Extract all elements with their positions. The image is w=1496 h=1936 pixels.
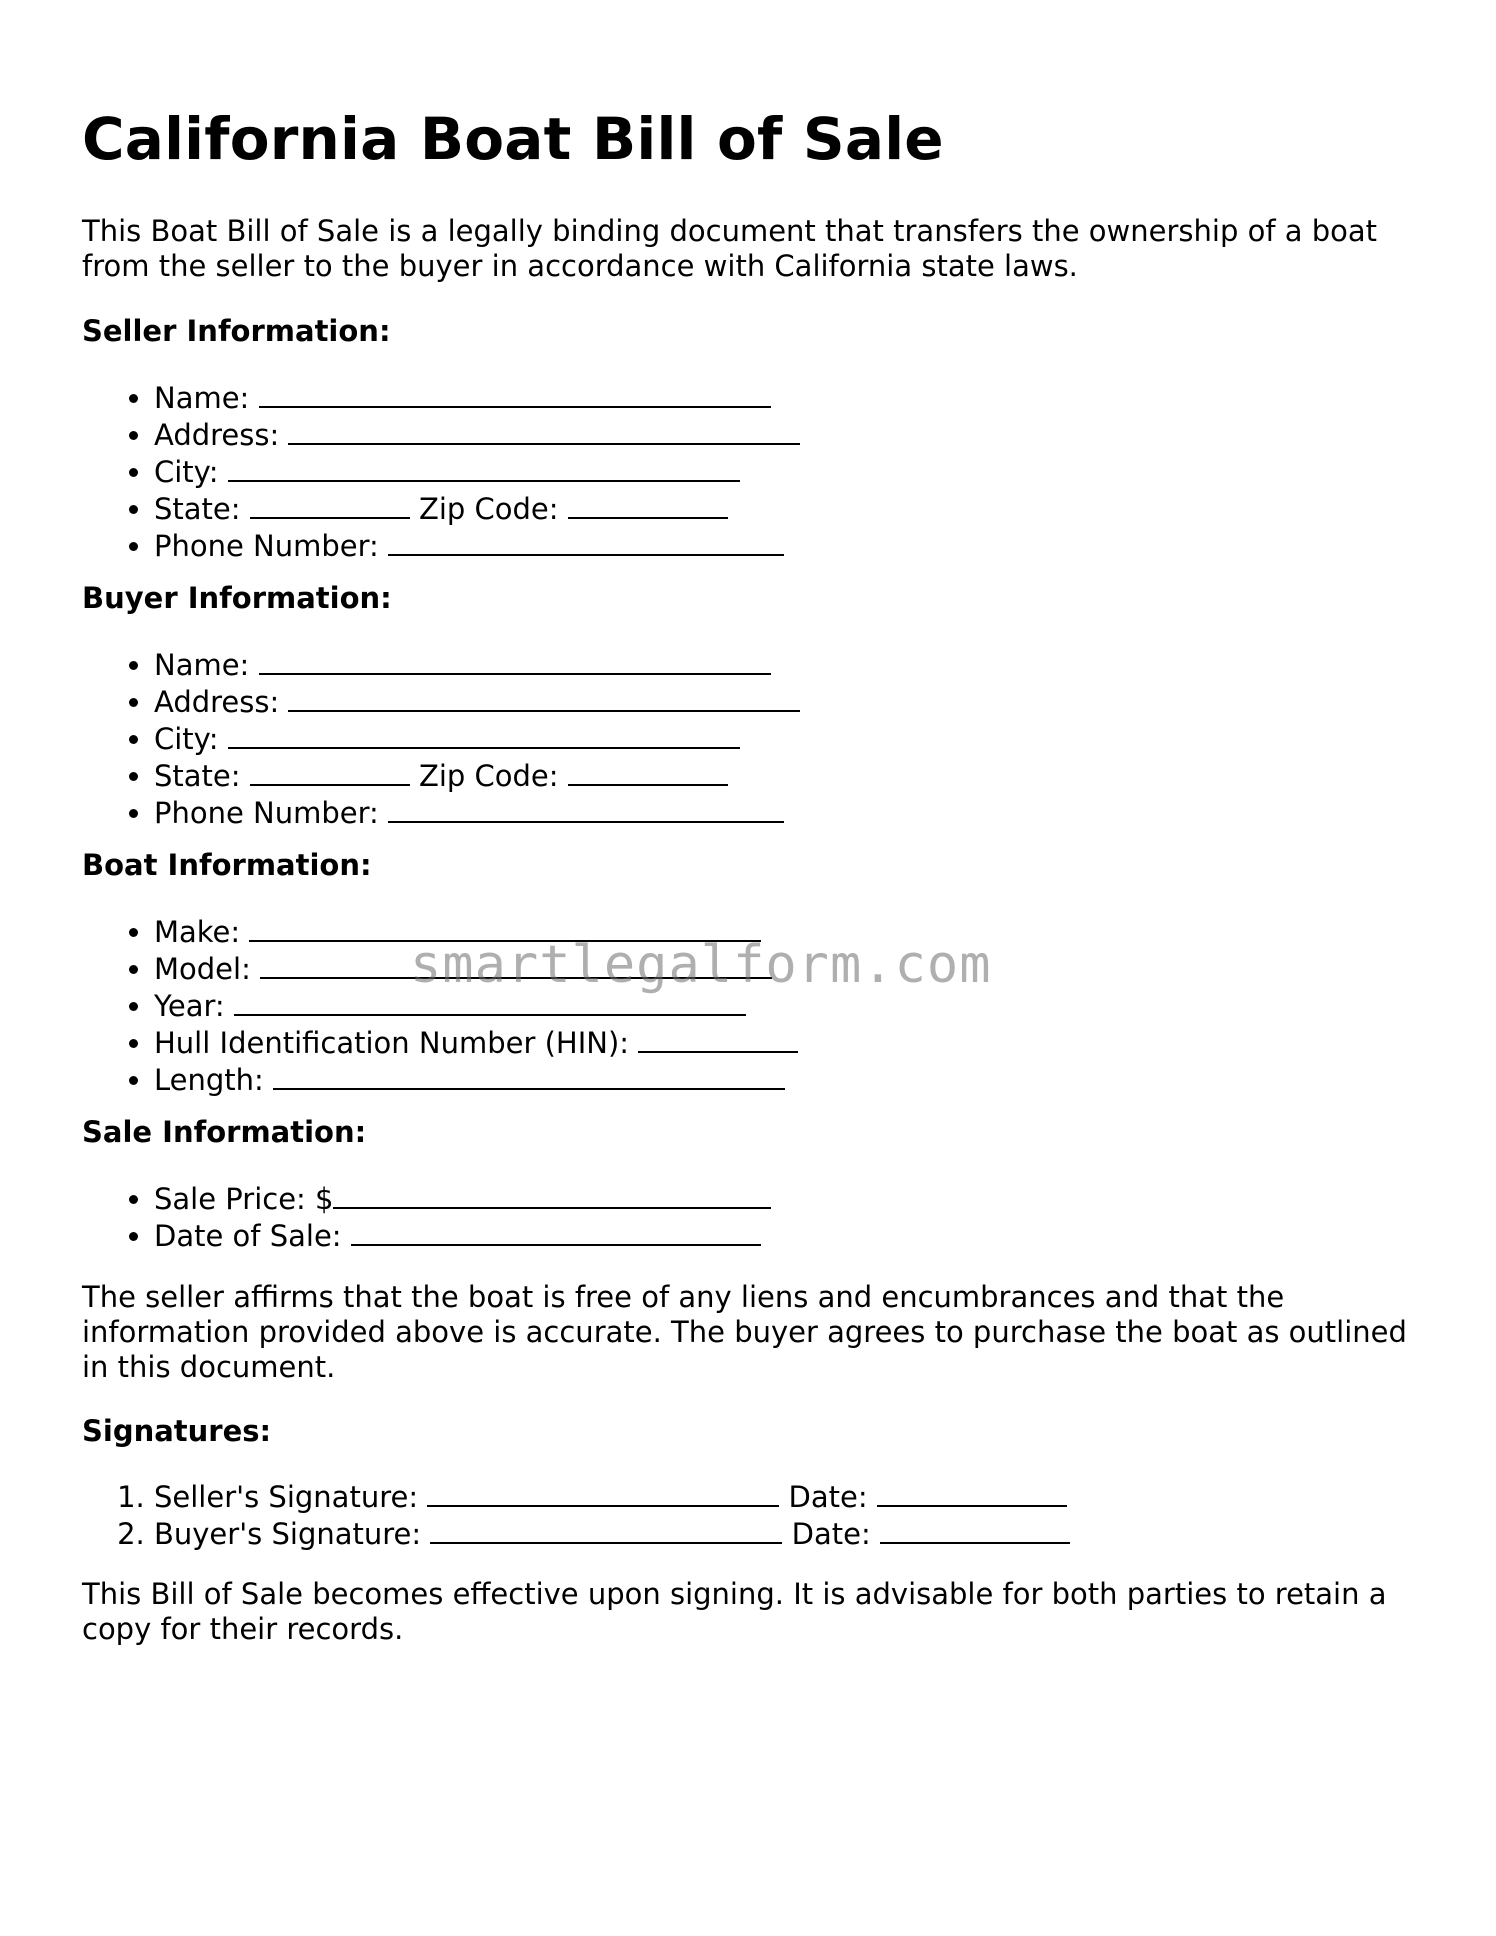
seller-field-list — [82, 379, 1422, 564]
boat-year-label: Year: — [154, 989, 225, 1023]
sale-price-field — [154, 1180, 1422, 1217]
boat-year-field — [154, 987, 1422, 1024]
seller-state-zip-field — [154, 490, 1422, 527]
buyer-zip-blank[interactable] — [568, 757, 728, 786]
sale-field-list — [82, 1180, 1422, 1254]
seller-signature-date-label: Date: — [788, 1480, 868, 1514]
affirmation-block — [82, 1280, 1422, 1385]
buyer-phone-blank[interactable] — [388, 794, 784, 823]
buyer-address-blank[interactable] — [288, 683, 800, 712]
seller-signature-field — [154, 1478, 1422, 1515]
buyer-name-blank[interactable] — [259, 646, 771, 675]
buyer-city-blank[interactable] — [228, 720, 740, 749]
document-title: California Boat Bill of Sale — [82, 105, 944, 173]
boat-field-list — [82, 913, 1422, 1098]
signature-fields — [82, 1478, 1422, 1552]
boat-make-blank[interactable] — [249, 913, 761, 942]
boat-hin-field — [154, 1024, 1422, 1061]
signature-field-list — [82, 1478, 1422, 1552]
seller-city-field — [154, 453, 1422, 490]
buyer-name-label: Name: — [154, 648, 250, 682]
buyer-fields — [82, 646, 1422, 831]
buyer-city-field — [154, 720, 1422, 757]
sale-heading: Sale Information: — [82, 1115, 367, 1149]
closing-paragraph: This Bill of Sale becomes effective upon signing. It is advisable for both parties to retain a copy for their records. — [82, 1577, 1387, 1646]
seller-address-blank[interactable] — [288, 416, 800, 445]
boat-year-blank[interactable] — [234, 987, 746, 1016]
seller-phone-blank[interactable] — [388, 527, 784, 556]
buyer-phone-field — [154, 794, 1422, 831]
signatures-section — [82, 1414, 1422, 1449]
sale-section — [82, 1115, 1422, 1150]
seller-signature-date-blank[interactable] — [877, 1478, 1067, 1507]
seller-address-field — [154, 416, 1422, 453]
buyer-signature-blank[interactable] — [430, 1515, 782, 1544]
boat-heading: Boat Information: — [82, 848, 372, 882]
boat-make-label: Make: — [154, 915, 241, 949]
boat-model-label: Model: — [154, 952, 251, 986]
seller-signature-label: Seller's Signature: — [154, 1480, 419, 1514]
buyer-signature-field — [154, 1515, 1422, 1552]
buyer-city-label: City: — [154, 722, 219, 756]
buyer-name-field — [154, 646, 1422, 683]
sale-price-blank[interactable] — [333, 1180, 771, 1209]
seller-state-label: State: — [154, 492, 241, 526]
watermark-text: smartlegalform.com — [410, 935, 992, 995]
seller-city-label: City: — [154, 455, 219, 489]
sale-date-field — [154, 1217, 1422, 1254]
seller-name-field — [154, 379, 1422, 416]
signatures-heading: Signatures: — [82, 1414, 272, 1448]
affirmation-paragraph: The seller affirms that the boat is free of any liens and encumbrances and that the information provided above is accurate. The buyer agrees to purchase the boat as outlined in this document. — [82, 1280, 1407, 1384]
boat-model-blank[interactable] — [260, 950, 772, 979]
buyer-address-field — [154, 683, 1422, 720]
buyer-zip-label: Zip Code: — [418, 759, 559, 793]
seller-zip-blank[interactable] — [568, 490, 728, 519]
buyer-address-label: Address: — [154, 685, 280, 719]
seller-state-blank[interactable] — [250, 490, 410, 519]
boat-length-blank[interactable] — [273, 1061, 785, 1090]
seller-city-blank[interactable] — [228, 453, 740, 482]
buyer-heading: Buyer Information: — [82, 581, 392, 615]
buyer-section — [82, 581, 1422, 616]
sale-date-blank[interactable] — [351, 1217, 761, 1246]
intro-block — [82, 214, 1422, 284]
boat-hin-label: Hull Identification Number (HIN): — [154, 1026, 630, 1060]
boat-make-field — [154, 913, 1422, 950]
buyer-field-list — [82, 646, 1422, 831]
seller-fields — [82, 379, 1422, 564]
seller-address-label: Address: — [154, 418, 280, 452]
buyer-state-zip-field — [154, 757, 1422, 794]
buyer-signature-label: Buyer's Signature: — [154, 1517, 422, 1551]
buyer-state-blank[interactable] — [250, 757, 410, 786]
boat-length-field — [154, 1061, 1422, 1098]
buyer-state-label: State: — [154, 759, 241, 793]
buyer-phone-label: Phone Number: — [154, 796, 379, 830]
closing-block — [82, 1577, 1422, 1647]
buyer-signature-date-blank[interactable] — [880, 1515, 1070, 1544]
boat-hin-blank[interactable] — [638, 1024, 798, 1053]
buyer-signature-date-label: Date: — [791, 1517, 871, 1551]
boat-model-field — [154, 950, 1422, 987]
sale-fields — [82, 1180, 1422, 1254]
seller-name-label: Name: — [154, 381, 250, 415]
boat-length-label: Length: — [154, 1063, 264, 1097]
seller-phone-label: Phone Number: — [154, 529, 379, 563]
seller-phone-field — [154, 527, 1422, 564]
seller-zip-label: Zip Code: — [418, 492, 559, 526]
seller-name-blank[interactable] — [259, 379, 771, 408]
intro-paragraph: This Boat Bill of Sale is a legally binding document that transfers the ownership of a boat from the seller to the buyer in accordance with California state laws. — [82, 214, 1378, 283]
seller-heading: Seller Information: — [82, 314, 391, 348]
sale-date-label: Date of Sale: — [154, 1219, 342, 1253]
sale-price-label: Sale Price: $ — [154, 1182, 334, 1216]
boat-section — [82, 848, 1422, 883]
boat-fields — [82, 913, 1422, 1098]
seller-signature-blank[interactable] — [427, 1478, 779, 1507]
seller-section — [82, 314, 1422, 349]
